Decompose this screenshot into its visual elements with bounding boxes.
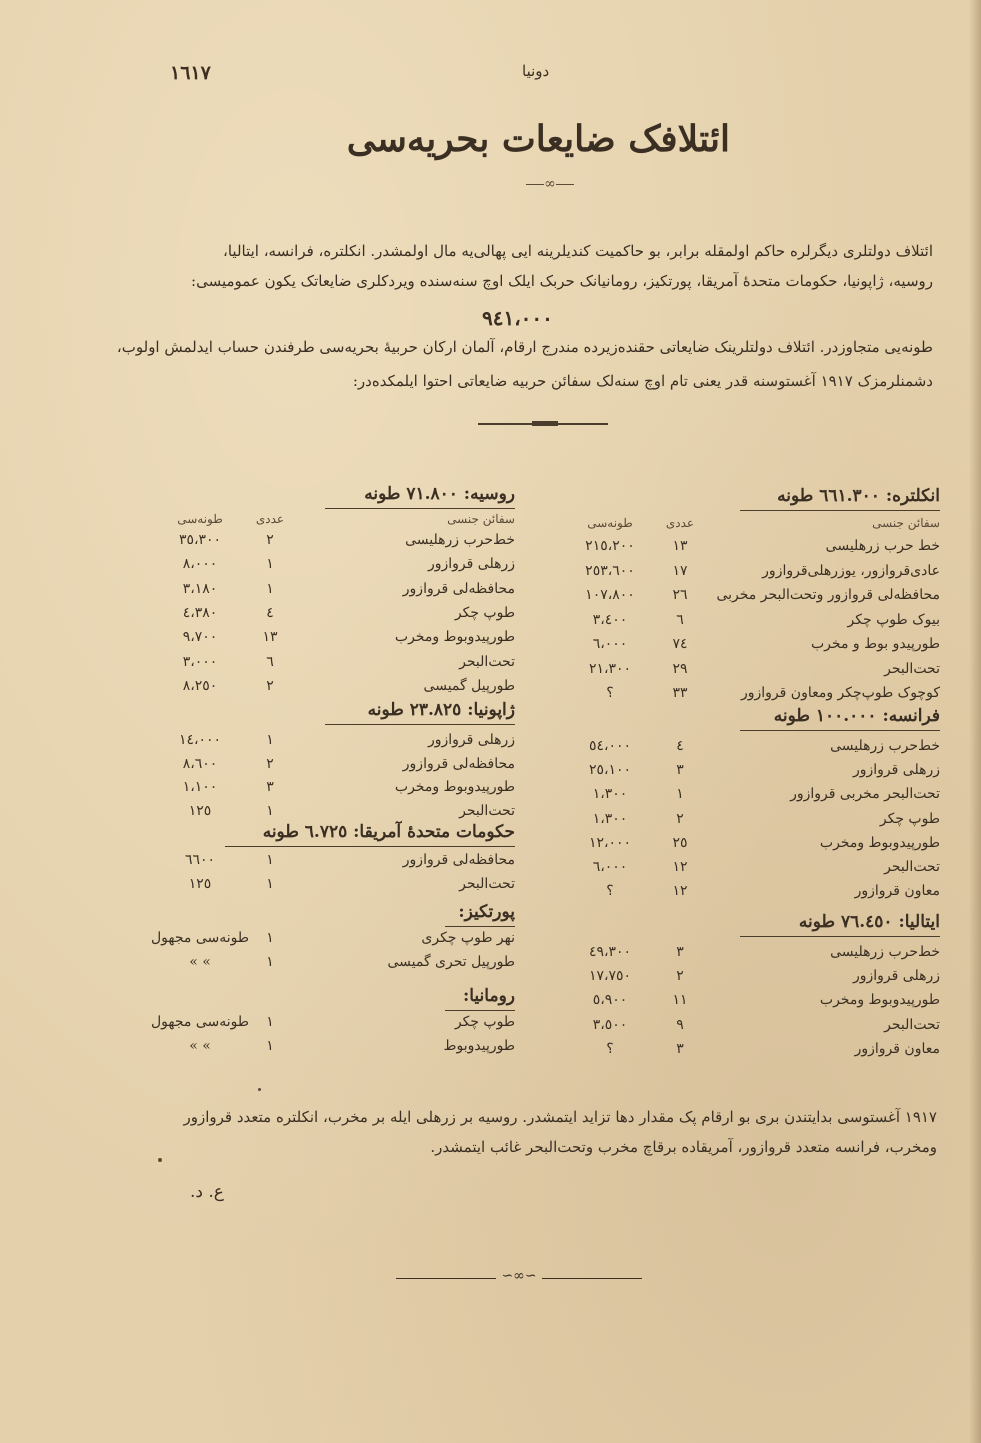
portugal-heading-underline — [445, 926, 515, 927]
author-initials: ع. د. — [190, 1182, 224, 1202]
japan-row-ship-type: تحت‌البحر — [459, 802, 515, 819]
france-heading: فرانسه: ١٠٠.٠٠٠ طونه — [773, 706, 940, 726]
japan-row-tonnage: ١٢٥ — [188, 802, 212, 819]
romania-row-ship-type: طورپیدوبوط — [443, 1038, 515, 1054]
japan-row-count: ٢ — [266, 755, 274, 772]
closing-note-line-2: ومخرب، فرانسه متعدد قروازور، آمریقاده برقاچ مخرب وتحت‌البحر غائب ایتمشدر. — [430, 1138, 937, 1156]
russia-header-count: عددی — [255, 512, 285, 526]
romania-row-ship-type: طوپ چکر — [454, 1014, 515, 1030]
japan-heading: ژاپونیا: ٢٣.٨٢٥ طونه — [367, 700, 515, 720]
romania-row-count: ١ — [266, 1038, 274, 1054]
russia-heading: روسیه: ٧١.٨٠٠ طونه — [364, 484, 515, 504]
japan-row-ship-type: زرهلی قروازور — [427, 732, 515, 748]
england-row-tonnage: ٢١،٣٠٠ — [588, 660, 632, 677]
romania-heading: رومانیا: — [462, 986, 515, 1006]
russia-row-tonnage: ٣٥،٣٠٠ — [178, 532, 222, 548]
france-row-count: ١٢ — [672, 883, 688, 900]
france-row-ship-type: زرهلی قروازور — [852, 762, 940, 779]
england-row-ship-type: خط حرب زرهلیسی — [825, 538, 940, 554]
england-row-count: ١٣ — [672, 538, 688, 554]
russia-row-tonnage: ٨،٢٥٠ — [182, 677, 218, 694]
russia-header-ship-type: سفائن جنسی — [447, 512, 515, 526]
romania-heading-underline — [445, 1010, 515, 1011]
russia-row-count: ٤ — [266, 604, 274, 621]
portugal-row-count: ١ — [266, 930, 274, 946]
intro-line-4: دشمنلرمزک ١٩١٧ آغستوسنه قدر یعنی تام اوچ سنه‌لک سفائن حربیه ضایعاتی احتوا ایلمکده‌در: — [352, 372, 933, 390]
france-row-tonnage: ١،٣٠٠ — [592, 786, 628, 803]
italy-row-ship-type: تحت‌البحر — [884, 1016, 940, 1033]
article-title: ائتلافک ضایعات بحریه‌سی — [346, 118, 730, 160]
portugal-row-tonnage: » » — [189, 954, 211, 970]
england-row-tonnage: ؟ — [606, 685, 614, 701]
russia-row-ship-type: تحت‌البحر — [459, 653, 515, 670]
intro-line-3: طونه‌یی متجاوزدر. ائتلاف دولتلرینک ضایعاتی حقنده‌زیرده مندرج ارقام، آلمان ارکان حربیهٔ بحریه‌سی طرفندن حساب ایدلمش اولوب، — [116, 338, 933, 356]
england-row-count: ٣٣ — [672, 685, 688, 701]
italy-row-ship-type: زرهلی قروازور — [852, 968, 940, 985]
england-row-count: ٢٦ — [672, 587, 688, 603]
japan-row-ship-type: طورپیدوبوط ومخرب — [394, 779, 515, 796]
romania-row-count: ١ — [266, 1014, 274, 1030]
france-row-ship-type: طوپ چکر — [879, 810, 940, 827]
russia-heading-underline — [325, 508, 515, 509]
total-tonnage: ٩٤١،٠٠٠ — [482, 306, 553, 330]
france-row-tonnage: ١،٣٠٠ — [592, 810, 628, 827]
france-row-tonnage: ٢٥،١٠٠ — [588, 762, 632, 779]
intro-line-1: ائتلاف دولتلری دیگرلره حاکم اولمقله برابر، بو حاکمیت کندیلرینه ایی پهالی‌یه مال اولمشدر. انکلتره، فرانسه، ایتالیا، — [223, 242, 933, 260]
usa-row-tonnage: ٦٦٠٠ — [184, 852, 216, 868]
england-row-tonnage: ٢٥٣،٦٠٠ — [585, 562, 635, 579]
usa-row-count: ١ — [266, 876, 274, 892]
title-ornament: ∞ — [520, 176, 580, 192]
italy-row-count: ٢ — [676, 968, 684, 985]
france-row-tonnage: ؟ — [606, 883, 614, 900]
france-row-count: ٢ — [676, 810, 684, 827]
italy-row-count: ٩ — [676, 1016, 684, 1033]
russia-header-tonnage: طونه‌سی — [177, 512, 223, 526]
france-row-tonnage: ١٢،٠٠٠ — [588, 834, 632, 851]
russia-row-count: ٢ — [266, 532, 274, 548]
russia-row-count: ٦ — [266, 653, 274, 670]
usa-heading: حکومات متحدهٔ آمریقا: ٦.٧٢٥ طونه — [262, 822, 515, 842]
portugal-heading: پورتکیز: — [458, 902, 515, 922]
italy-row-ship-type: خط‌حرب زرهلیسی — [830, 944, 940, 960]
england-row-ship-type: عادی‌قروازور، یوزرهلی‌قروازور — [762, 562, 940, 579]
russia-row-count: ١ — [266, 580, 274, 597]
england-row-count: ١٧ — [672, 562, 688, 579]
japan-row-tonnage: ١٤،٠٠٠ — [178, 732, 222, 748]
england-row-count: ٧٤ — [672, 636, 688, 652]
england-heading-underline — [740, 510, 940, 511]
russia-row-ship-type: طورپیدوبوط ومخرب — [394, 629, 515, 646]
england-header-count: عددی — [665, 516, 695, 530]
england-row-tonnage: ١٠٧،٨٠٠ — [585, 587, 635, 603]
italy-row-tonnage: ٥،٩٠٠ — [592, 992, 628, 1009]
russia-row-ship-type: طورپیل گمیسی — [423, 677, 515, 694]
italy-row-tonnage: ٤٩،٣٠٠ — [588, 944, 632, 960]
england-row-ship-type: محافظه‌لی قروازور وتحت‌البحر مخربی — [716, 587, 940, 603]
france-row-ship-type: تحت‌البحر مخربی قروازور — [790, 786, 940, 803]
france-row-count: ١٢ — [672, 859, 688, 875]
running-head: دونیا — [522, 62, 550, 80]
ink-speck — [258, 1088, 261, 1091]
france-row-count: ٣ — [676, 762, 684, 779]
japan-row-tonnage: ٨،٦٠٠ — [182, 755, 218, 772]
england-row-ship-type: کوچوک طوپ‌چکر ومعاون قروازور — [740, 685, 940, 701]
section-divider — [478, 423, 608, 425]
usa-heading-underline — [225, 846, 515, 847]
page-number: ١٦١٧ — [170, 62, 211, 84]
russia-row-tonnage: ٩،٧٠٠ — [182, 629, 218, 646]
italy-row-ship-type: طورپیدوبوط ومخرب — [819, 992, 940, 1009]
russia-row-count: ١ — [266, 556, 274, 573]
japan-row-count: ٣ — [266, 779, 274, 796]
portugal-row-ship-type: طورپیل تحری گمیسی — [387, 954, 515, 970]
closing-note-line-1: ١٩١٧ آغستوسی بدایتندن بری بو ارقام پک مقدار دها تزاید ایتمشدر. روسیه بر زرهلی ایله بر مخرب، انکلتره متعدد قروازور — [183, 1108, 937, 1126]
russia-row-ship-type: زرهلی قروازور — [427, 556, 515, 573]
russia-row-tonnage: ٤،٣٨٠ — [182, 604, 218, 621]
france-row-ship-type: خط‌حرب زرهلیسی — [830, 738, 940, 754]
england-heading: انکلتره: ٦٦١.٣٠٠ طونه — [777, 486, 940, 506]
italy-heading: ایتالیا: ٧٦.٤٥٠ طونه — [798, 912, 940, 932]
italy-row-tonnage: ؟ — [606, 1040, 614, 1057]
japan-row-tonnage: ١،١٠٠ — [182, 779, 218, 796]
france-row-ship-type: معاون قروازور — [854, 883, 940, 900]
usa-row-ship-type: تحت‌البحر — [459, 876, 515, 892]
france-row-count: ١ — [676, 786, 684, 803]
romania-row-tonnage: طونه‌سی مجهول — [150, 1014, 250, 1030]
usa-row-tonnage: ١٢٥ — [188, 876, 212, 892]
japan-row-count: ١ — [266, 732, 274, 748]
england-row-tonnage: ٦،٠٠٠ — [592, 636, 628, 652]
usa-row-count: ١ — [266, 852, 274, 868]
england-row-ship-type: تحت‌البحر — [884, 660, 940, 677]
italy-row-tonnage: ٣،٥٠٠ — [592, 1016, 628, 1033]
page-edge-shadow — [969, 0, 981, 1443]
england-header-tonnage: طونه‌سی — [587, 516, 633, 530]
portugal-row-ship-type: نهر طوپ چکری — [421, 930, 515, 946]
russia-row-ship-type: محافظه‌لی قروازور — [402, 580, 515, 597]
france-row-ship-type: تحت‌البحر — [884, 859, 940, 875]
france-row-ship-type: طورپیدوبوط ومخرب — [819, 834, 940, 851]
england-row-tonnage: ٢١٥،٢٠٠ — [585, 538, 635, 554]
end-ornament: ∽∞∽ — [396, 1272, 642, 1286]
france-row-tonnage: ٥٤،٠٠٠ — [588, 738, 632, 754]
russia-row-tonnage: ٣،١٨٠ — [182, 580, 218, 597]
japan-row-ship-type: محافظه‌لی قروازور — [402, 755, 515, 772]
england-row-count: ٢٩ — [672, 660, 688, 677]
italy-row-count: ١١ — [672, 992, 688, 1009]
england-row-count: ٦ — [676, 611, 684, 628]
italy-row-tonnage: ١٧،٧٥٠ — [588, 968, 632, 985]
japan-heading-underline — [325, 724, 515, 725]
france-heading-underline — [740, 730, 940, 731]
russia-row-tonnage: ٣،٠٠٠ — [182, 653, 218, 670]
france-row-tonnage: ٦،٠٠٠ — [592, 859, 628, 875]
italy-row-ship-type: معاون قروازور — [854, 1040, 940, 1057]
russia-row-count: ٢ — [266, 677, 274, 694]
england-row-ship-type: طورپیدو بوط و مخرب — [811, 636, 940, 652]
ink-speck — [158, 1158, 162, 1162]
portugal-row-count: ١ — [266, 954, 274, 970]
england-row-tonnage: ٣،٤٠٠ — [592, 611, 628, 628]
france-row-count: ٢٥ — [672, 834, 688, 851]
england-row-ship-type: بیوک طوپ چکر — [847, 611, 940, 628]
france-row-count: ٤ — [676, 738, 684, 754]
portugal-row-tonnage: طونه‌سی مجهول — [150, 930, 250, 946]
russia-row-ship-type: طوپ چکر — [454, 604, 515, 621]
italy-row-count: ٣ — [676, 1040, 684, 1057]
russia-row-count: ١٣ — [262, 629, 278, 646]
romania-row-tonnage: » » — [189, 1038, 211, 1054]
japan-row-count: ١ — [266, 802, 274, 819]
italy-heading-underline — [740, 936, 940, 937]
russia-row-tonnage: ٨،٠٠٠ — [182, 556, 218, 573]
italy-row-count: ٣ — [676, 944, 684, 960]
intro-line-2: روسیه، ژاپونیا، حکومات متحدهٔ آمریقا، پورتکیز، رومانیانک حربک ایلک اوچ سنه‌سنده ویردکلری ضایعاتک یکون عمومیسی: — [191, 272, 933, 290]
russia-row-ship-type: خط‌حرب زرهلیسی — [405, 532, 515, 548]
usa-row-ship-type: محافظه‌لی قروازور — [402, 852, 515, 868]
england-header-ship-type: سفائن جنسی — [872, 516, 940, 530]
